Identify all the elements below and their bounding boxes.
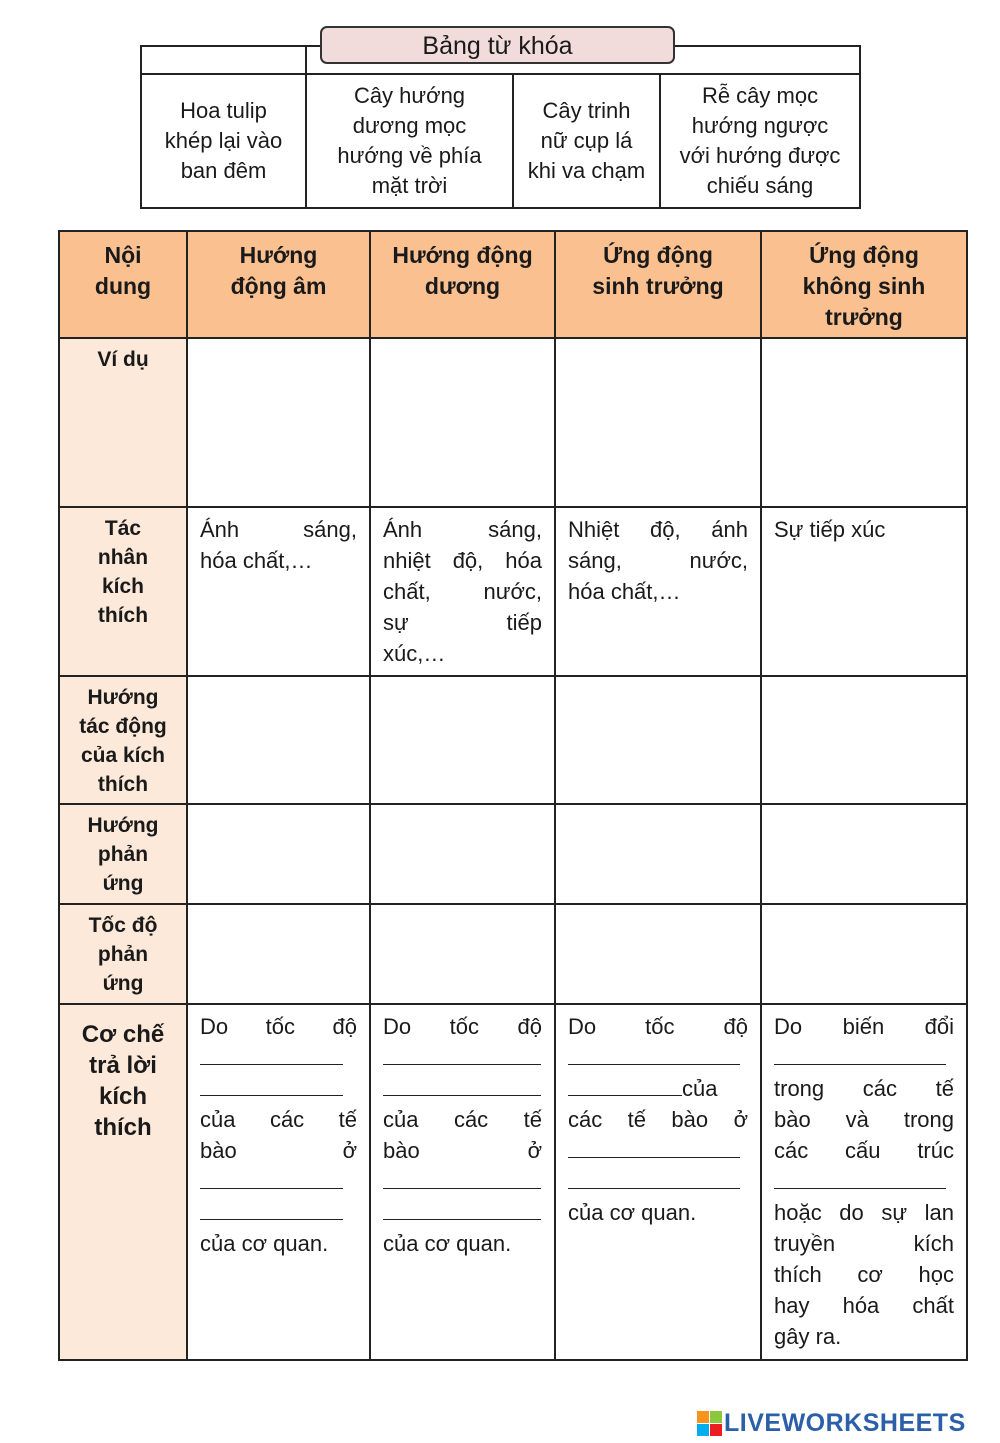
mechanism-cell-1: Do tốc độ của các tế bào ở của cơ quan.	[187, 1004, 370, 1360]
header-ung-dong-sinh-truong: Ứng động sinh trưởng	[555, 231, 761, 338]
answer-cell-vidu-2[interactable]	[370, 338, 555, 507]
mechanism-cell-2: Do tốc độ của các tế bào ở của cơ quan.	[370, 1004, 555, 1360]
answer-cell-tocdo-2[interactable]	[370, 904, 555, 1004]
answer-cell-tocdo-1[interactable]	[187, 904, 370, 1004]
blank-line[interactable]	[774, 1166, 946, 1189]
row-label-huong-phan-ung: Hướng phản ứng	[59, 804, 187, 904]
header-ung-dong-khong-sinh-truong: Ứng động không sinh trưởng	[761, 231, 967, 338]
blank-line[interactable]	[200, 1073, 343, 1096]
answer-cell-huongphanung-3[interactable]	[555, 804, 761, 904]
mechanism-cell-4: Do biến đổi trong các tế bào và trong các cấu trúc hoặc do sự lan truyền kích thích cơ học hay hóa chất gây ra.	[761, 1004, 967, 1360]
header-huong-dong-duong: Hướng động dương	[370, 231, 555, 338]
row-huong-tac-dong	[59, 676, 967, 804]
stimulus-cell-2: Ánh sáng, nhiệt độ, hóa chất, nước, sự tiếp xúc,…	[370, 507, 555, 676]
answer-cell-huongtacdong-4[interactable]	[761, 676, 967, 804]
row-label-vi-du: Ví dụ	[59, 338, 187, 507]
keyword-table	[140, 45, 861, 209]
liveworksheets-logo-icon	[697, 1411, 722, 1436]
keyword-item-tulip[interactable]: Hoa tulip khép lại vào ban đêm	[141, 74, 306, 208]
blank-line[interactable]	[568, 1042, 740, 1065]
answer-cell-huongtacdong-1[interactable]	[187, 676, 370, 804]
row-label-co-che: Cơ chế trả lời kích thích	[59, 1004, 187, 1360]
answer-cell-huongtacdong-3[interactable]	[555, 676, 761, 804]
row-label-tac-nhan: Tác nhân kích thích	[59, 507, 187, 676]
answer-cell-huongphanung-2[interactable]	[370, 804, 555, 904]
answer-cell-huongphanung-1[interactable]	[187, 804, 370, 904]
blank-line[interactable]	[568, 1166, 740, 1189]
blank-line[interactable]	[200, 1166, 343, 1189]
blank-line[interactable]	[383, 1197, 541, 1220]
answer-cell-huongtacdong-2[interactable]	[370, 676, 555, 804]
keyword-box	[140, 32, 859, 209]
row-vi-du	[59, 338, 967, 507]
liveworksheets-logo	[697, 1406, 966, 1440]
blank-line[interactable]	[568, 1135, 740, 1158]
blank-line[interactable]	[774, 1042, 946, 1065]
blank-line[interactable]	[200, 1197, 343, 1220]
row-label-huong-tac-dong: Hướng tác động của kích thích	[59, 676, 187, 804]
mechanism-cell-3: Do tốc độ của các tế bào ở của cơ quan.	[555, 1004, 761, 1360]
blank-line[interactable]	[383, 1042, 541, 1065]
liveworksheets-logo-text: LIVEWORKSHEETS	[724, 1408, 966, 1437]
keyword-item-positive-tropism[interactable]: Cây hướng dương mọc hướng về phía mặt trời	[306, 74, 513, 208]
answer-cell-vidu-3[interactable]	[555, 338, 761, 507]
stimulus-cell-3: Nhiệt độ, ánh sáng, nước, hóa chất,…	[555, 507, 761, 676]
header-huong-dong-am: Hướng động âm	[187, 231, 370, 338]
keyword-item-mimosa[interactable]: Cây trinh nữ cụp lá khi va chạm	[513, 74, 660, 208]
answer-cell-vidu-4[interactable]	[761, 338, 967, 507]
blank-line[interactable]	[383, 1073, 541, 1096]
comparison-table	[58, 230, 968, 1361]
answer-cell-huongphanung-4[interactable]	[761, 804, 967, 904]
keyword-box-title: Bảng từ khóa	[320, 26, 675, 64]
row-huong-phan-ung	[59, 804, 967, 904]
row-toc-do	[59, 904, 967, 1004]
answer-cell-tocdo-3[interactable]	[555, 904, 761, 1004]
answer-cell-tocdo-4[interactable]	[761, 904, 967, 1004]
blank-line[interactable]	[568, 1073, 682, 1096]
keyword-item-root[interactable]: Rễ cây mọc hướng ngược với hướng được chiếu sáng	[660, 74, 860, 208]
row-co-che	[59, 1004, 967, 1360]
header-noi-dung: Nội dung	[59, 231, 187, 338]
answer-cell-vidu-1[interactable]	[187, 338, 370, 507]
stimulus-cell-4: Sự tiếp xúc	[761, 507, 967, 676]
blank-line[interactable]	[383, 1166, 541, 1189]
header-row	[59, 231, 967, 338]
stimulus-cell-1: Ánh sáng, hóa chất,…	[187, 507, 370, 676]
blank-line[interactable]	[200, 1042, 343, 1065]
row-tac-nhan	[59, 507, 967, 676]
row-label-toc-do: Tốc độ phản ứng	[59, 904, 187, 1004]
